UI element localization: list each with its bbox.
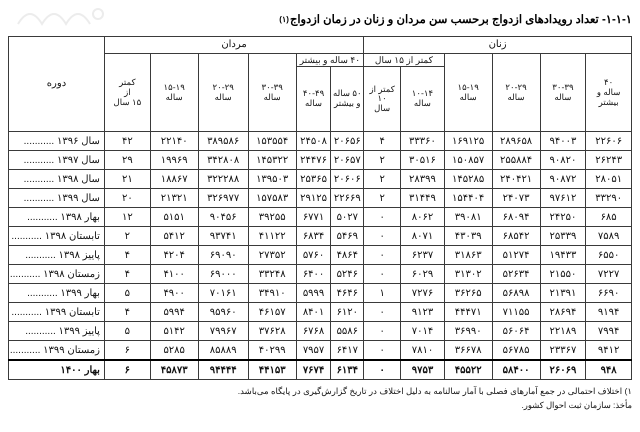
cell-women-under10: ۰ [364,246,401,265]
cell-men-50plus: ۵۴۶۹ [331,227,364,246]
table-row [9,303,632,322]
cell-women-15-19: ۳۱۳۰۲ [444,265,492,284]
cell-men-40-49: ۲۴۵۰۸ [296,132,331,151]
cell-men-20-29: ۹۳۷۴۱ [198,227,248,246]
cell-men-40-49: ۷۶۷۴ [296,360,331,380]
cell-women-15-19: ۴۳۰۳۹ [444,227,492,246]
cell-women-40plus: ۶۶۹۰ [586,284,632,303]
cell-men-40-49: ۸۴۰۱ [296,303,331,322]
cell-women-40plus: ۶۵۵۰ [586,246,632,265]
table-row [9,189,632,208]
cell-women-10-14: ۷۰۱۴ [401,322,445,341]
cell-men-50plus: ۴۶۴۶ [331,284,364,303]
cell-women-20-29: ۵۶۷۸۵ [492,341,540,361]
cell-women-30-39: ۲۳۳۶۷ [540,341,586,361]
page-title-footnote-marker: (۱) [279,14,289,24]
cell-women-15-19: ۱۵۰۸۵۷ [444,151,492,170]
header-women-15-19: ۱۵-۱۹ ساله [444,54,492,132]
cell-men-under15: ۲۱ [104,170,150,189]
cell-women-30-39: ۲۴۲۵۰ [540,208,586,227]
header-men-15-19: ۱۵-۱۹ ساله [150,54,198,132]
cell-women-10-14: ۹۱۲۳ [401,303,445,322]
cell-women-30-39: ۹۰۸۷۲ [540,170,586,189]
table-row [9,322,632,341]
cell-women-20-29: ۶۸۵۴۲ [492,227,540,246]
cell-men-30-39: ۱۴۵۳۲۲ [248,151,296,170]
cell-women-10-14: ۷۸۱۰ [401,341,445,361]
cell-men-20-29: ۹۰۴۵۶ [198,208,248,227]
cell-men-50plus: ۲۰۶۰۶ [331,170,364,189]
cell-men-15-19: ۲۱۳۲۱ [150,189,198,208]
cell-men-20-29: ۶۹۰۰۰ [198,265,248,284]
cell-women-15-19: ۳۱۸۶۳ [444,246,492,265]
header-women-30-39: ۳۰-۳۹ ساله [540,54,586,132]
cell-men-under15: ۴ [104,246,150,265]
cell-women-40plus: ۹۱۹۴ [586,303,632,322]
cell-women-40plus: ۹۴۱۲ [586,341,632,361]
cell-women-10-14: ۹۷۵۳ [401,360,445,380]
cell-women-under10: ۰ [364,322,401,341]
cell-women-under10: ۰ [364,208,401,227]
table-row [9,151,632,170]
cell-women-under10: ۰ [364,341,401,361]
cell-men-under15: ۵ [104,284,150,303]
cell-women-10-14: ۶۰۲۹ [401,265,445,284]
cell-men-20-29: ۳۲۶۹۷۷ [198,189,248,208]
cell-women-10-14: ۳۱۴۴۹ [401,189,445,208]
cell-women-under10: ۰ [364,303,401,322]
cell-women-40plus: ۷۲۲۷ [586,265,632,284]
cell-men-under15: ۴ [104,303,150,322]
header-group-women: زنان [364,37,632,54]
table-body [9,132,632,380]
header-men-50plus: ۵۰ ساله و بیشتر [331,67,364,132]
cell-women-40plus: ۲۶۲۴۳ [586,151,632,170]
cell-men-15-19: ۴۹۰۰ [150,284,198,303]
cell-women-under10: ۰ [364,265,401,284]
header-men-under15: کمتر از ۱۵ سال [104,54,150,132]
cell-women-20-29: ۲۸۹۶۵۸ [492,132,540,151]
cell-women-30-39: ۲۲۱۸۹ [540,322,586,341]
cell-men-50plus: ۲۰۶۵۷ [331,151,364,170]
cell-women-40plus: ۹۴۸ [586,360,632,380]
cell-men-40-49: ۲۴۴۷۶ [296,151,331,170]
cell-women-40plus: ۷۵۸۹ [586,227,632,246]
cell-women-10-14: ۶۲۳۷ [401,246,445,265]
cell-dore: تابستان ۱۳۹۹ ........... [9,303,105,322]
cell-men-30-39: ۳۳۲۴۸ [248,265,296,284]
cell-women-20-29: ۲۵۵۸۸۴ [492,151,540,170]
cell-men-15-19: ۵۹۹۴ [150,303,198,322]
cell-women-30-39: ۲۶۰۶۹ [540,360,586,380]
cell-men-40-49: ۶۷۶۸ [296,322,331,341]
cell-men-40-49: ۶۸۳۴ [296,227,331,246]
cell-men-20-29: ۳۸۹۵۸۶ [198,132,248,151]
table-row [9,227,632,246]
table-header-group-row [9,37,632,54]
cell-dore: سال ۱۳۹۹ ........... [9,189,105,208]
cell-women-30-39: ۹۰۸۲۰ [540,151,586,170]
cell-dore: سال ۱۳۹۶ ........... [9,132,105,151]
cell-women-15-19: ۳۶۶۷۸ [444,341,492,361]
header-group-men: مردان [104,37,363,54]
cell-men-30-39: ۲۷۳۵۲ [248,246,296,265]
cell-women-30-39: ۹۴۰۰۳ [540,132,586,151]
cell-men-30-39: ۳۷۶۲۸ [248,322,296,341]
table-row [9,360,632,380]
cell-women-10-14: ۷۲۷۶ [401,284,445,303]
cell-men-20-29: ۹۴۴۴۴ [198,360,248,380]
cell-men-50plus: ۵۵۸۶ [331,322,364,341]
cell-dore: پاییز ۱۳۹۹ ........... [9,322,105,341]
cell-dore: پاییز ۱۳۹۸ ........... [9,246,105,265]
table-row [9,265,632,284]
cell-men-30-39: ۳۴۹۱۰ [248,284,296,303]
cell-men-30-39: ۴۱۱۲۲ [248,227,296,246]
cell-women-30-39: ۹۷۶۱۲ [540,189,586,208]
cell-women-30-39: ۲۱۵۵۰ [540,265,586,284]
cell-women-under10: ۲ [364,170,401,189]
cell-men-under15: ۱۲ [104,208,150,227]
cell-women-10-14: ۳۰۵۱۶ [401,151,445,170]
table-footnote: ۱) اختلاف احتمالی در جمع آمارهای فصلی با آمار سالنامه به دلیل اختلاف در تاریخ گزارش‌گیری در پایگاه می‌باشد. [237,386,632,397]
cell-women-30-39: ۱۹۴۳۳ [540,246,586,265]
cell-men-15-19: ۵۲۸۵ [150,341,198,361]
cell-women-15-19: ۱۵۴۴۰۴ [444,189,492,208]
cell-men-15-19: ۵۴۱۲ [150,227,198,246]
cell-women-30-39: ۲۸۶۹۴ [540,303,586,322]
cell-men-40-49: ۵۷۶۰ [296,246,331,265]
cell-men-40-49: ۶۴۰۰ [296,265,331,284]
cell-women-20-29: ۵۶۸۹۸ [492,284,540,303]
cell-women-40plus: ۶۸۵ [586,208,632,227]
cell-men-20-29: ۳۲۲۲۸۸ [198,170,248,189]
cell-women-40plus: ۲۲۶۰۶ [586,132,632,151]
cell-women-20-29: ۲۴۰۴۲۱ [492,170,540,189]
cell-women-15-19: ۴۴۴۷۱ [444,303,492,322]
cell-men-30-39: ۱۵۷۵۸۳ [248,189,296,208]
table-row [9,208,632,227]
header-women-under10: کمتر از ۱۰ سال [364,67,401,132]
cell-women-20-29: ۵۲۶۳۴ [492,265,540,284]
table-row [9,170,632,189]
cell-men-50plus: ۵۲۴۶ [331,265,364,284]
cell-men-15-19: ۴۵۸۷۳ [150,360,198,380]
cell-men-40-49: ۲۹۱۲۵ [296,189,331,208]
table-row [9,284,632,303]
cell-dore: زمستان ۱۳۹۸ ........... [9,265,105,284]
cell-women-under10: ۴ [364,132,401,151]
cell-men-under15: ۲۹ [104,151,150,170]
cell-women-20-29: ۲۴۰۷۳ [492,189,540,208]
cell-men-under15: ۶ [104,360,150,380]
cell-men-40-49: ۵۹۹۹ [296,284,331,303]
cell-men-under15: ۲۰ [104,189,150,208]
cell-women-under10: ۲ [364,189,401,208]
cell-men-15-19: ۱۸۸۶۷ [150,170,198,189]
header-women-40plus: ۴۰ ساله و بیشتر [586,54,632,132]
cell-men-30-39: ۴۴۱۵۳ [248,360,296,380]
page-title: ۱-۱-۱- تعداد رویدادهای ازدواج برحسب سن مردان و زنان در زمان ازدواج [289,14,632,26]
cell-women-40plus: ۳۳۲۹۰ [586,189,632,208]
cell-men-under15: ۲ [104,227,150,246]
table-row [9,132,632,151]
cell-dore: زمستان ۱۳۹۹ ........... [9,341,105,361]
cell-women-20-29: ۵۱۲۷۴ [492,246,540,265]
cell-men-40-49: ۶۷۷۱ [296,208,331,227]
header-men-40plus: ۴۰ ساله و بیشتر [296,54,364,67]
cell-women-15-19: ۴۵۵۲۲ [444,360,492,380]
cell-men-30-39: ۴۰۲۹۹ [248,341,296,361]
cell-men-under15: ۶ [104,341,150,361]
cell-men-30-39: ۱۳۹۵۰۳ [248,170,296,189]
cell-men-under15: ۴۲ [104,132,150,151]
cell-women-under10: ۰ [364,360,401,380]
header-men-30-39: ۳۰-۳۹ ساله [248,54,296,132]
cell-men-30-39: ۳۹۲۵۵ [248,208,296,227]
table-row [9,341,632,361]
cell-men-15-19: ۵۱۵۱ [150,208,198,227]
header-women-20-29: ۲۰-۲۹ ساله [492,54,540,132]
cell-women-20-29: ۷۱۱۵۵ [492,303,540,322]
cell-women-under10: ۱ [364,284,401,303]
cell-men-15-19: ۵۱۴۲ [150,322,198,341]
cell-men-20-29: ۳۴۲۸۰۸ [198,151,248,170]
cell-men-50plus: ۶۱۲۰ [331,303,364,322]
cell-women-15-19: ۱۶۹۱۲۵ [444,132,492,151]
cell-men-50plus: ۶۱۳۴ [331,360,364,380]
cell-women-10-14: ۸۰۶۲ [401,208,445,227]
table-source: مأخذ: سازمان ثبت احوال کشور. [521,400,632,411]
cell-men-20-29: ۸۵۸۸۹ [198,341,248,361]
cell-men-50plus: ۲۲۶۶۹ [331,189,364,208]
cell-men-30-39: ۴۶۱۵۷ [248,303,296,322]
cell-women-under10: ۰ [364,227,401,246]
header-dore: دوره [9,37,105,132]
cell-men-under15: ۵ [104,322,150,341]
cell-women-10-14: ۸۰۷۱ [401,227,445,246]
cell-dore: سال ۱۳۹۷ ........... [9,151,105,170]
cell-women-20-29: ۶۸۰۹۴ [492,208,540,227]
cell-men-20-29: ۹۵۹۶۰ [198,303,248,322]
page-title-row [8,8,632,30]
cell-dore: سال ۱۳۹۸ ........... [9,170,105,189]
cell-men-20-29: ۷۰۱۶۱ [198,284,248,303]
table-row [9,246,632,265]
header-men-40-49: ۴۰-۴۹ ساله [296,67,331,132]
cell-men-20-29: ۷۹۹۶۷ [198,322,248,341]
cell-women-15-19: ۱۴۵۲۸۵ [444,170,492,189]
cell-men-50plus: ۴۸۶۴ [331,246,364,265]
cell-women-15-19: ۳۹۰۸۱ [444,208,492,227]
cell-men-20-29: ۶۹۰۹۰ [198,246,248,265]
cell-dore: بهار ۱۴۰۰ [9,360,105,380]
marriage-events-table [8,36,632,380]
header-women-under15: کمتر از ۱۵ سال [364,54,445,67]
cell-women-30-39: ۲۱۳۹۱ [540,284,586,303]
cell-dore: بهار ۱۳۹۹ ........... [9,284,105,303]
cell-dore: تابستان ۱۳۹۸ ........... [9,227,105,246]
header-men-20-29: ۲۰-۲۹ ساله [198,54,248,132]
cell-women-20-29: ۵۶۰۶۴ [492,322,540,341]
cell-women-15-19: ۳۶۲۶۵ [444,284,492,303]
cell-men-15-19: ۲۲۱۴۰ [150,132,198,151]
cell-women-15-19: ۳۶۹۹۰ [444,322,492,341]
cell-women-20-29: ۵۸۴۰۰ [492,360,540,380]
cell-women-30-39: ۲۵۳۳۹ [540,227,586,246]
cell-women-10-14: ۳۳۳۶۰ [401,132,445,151]
cell-men-50plus: ۲۰۶۵۶ [331,132,364,151]
cell-men-15-19: ۴۱۰۰ [150,265,198,284]
cell-dore: بهار ۱۳۹۸ ........... [9,208,105,227]
cell-men-50plus: ۶۴۱۷ [331,341,364,361]
cell-men-15-19: ۴۲۰۴ [150,246,198,265]
cell-men-30-39: ۱۵۳۵۵۴ [248,132,296,151]
cell-women-10-14: ۲۸۳۹۹ [401,170,445,189]
cell-men-40-49: ۷۹۵۷ [296,341,331,361]
cell-men-15-19: ۱۹۹۶۹ [150,151,198,170]
cell-men-under15: ۴ [104,265,150,284]
cell-men-50plus: ۵۰۲۷ [331,208,364,227]
header-women-10-14: ۱۰-۱۴ ساله [401,67,445,132]
cell-men-40-49: ۲۵۳۶۵ [296,170,331,189]
cell-women-40plus: ۷۹۹۴ [586,322,632,341]
cell-women-40plus: ۲۸۰۵۱ [586,170,632,189]
cell-women-under10: ۲ [364,151,401,170]
